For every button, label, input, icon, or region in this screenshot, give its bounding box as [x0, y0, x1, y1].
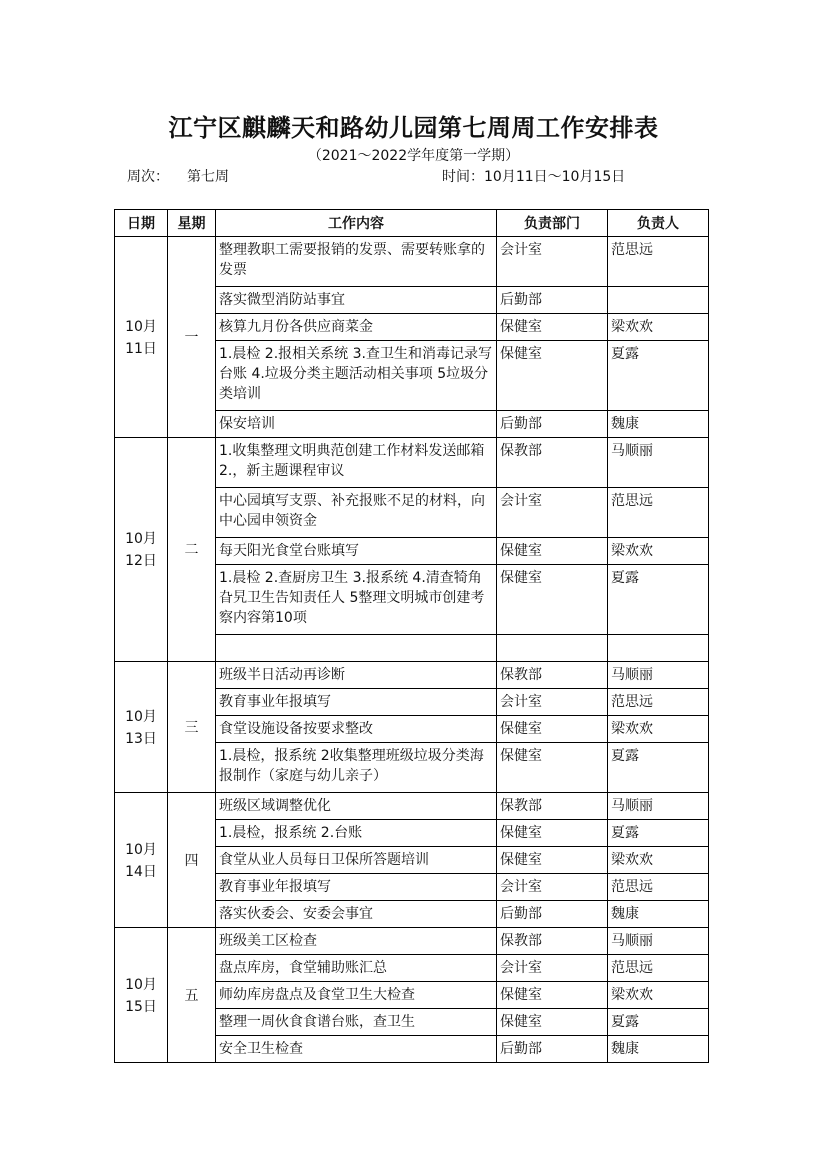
- content-cell: 1.晨检，报系统 2.台账: [216, 820, 497, 847]
- table-row: [115, 793, 709, 820]
- date-cell: 10月 14日: [115, 793, 168, 928]
- content-cell: 落实微型消防站事宜: [216, 287, 497, 314]
- header-department: 负责部门: [497, 210, 608, 237]
- date-cell: 10月 11日: [115, 237, 168, 438]
- department-cell: 保健室: [497, 565, 608, 635]
- content-cell: 核算九月份各供应商菜金: [216, 314, 497, 341]
- person-cell: 夏露: [608, 341, 709, 411]
- week-label: 周次：: [127, 169, 169, 185]
- table-row: [115, 237, 709, 287]
- person-cell: 夏露: [608, 820, 709, 847]
- person-cell: 梁欢欢: [608, 847, 709, 874]
- header-content: 工作内容: [216, 210, 497, 237]
- content-cell: 整理一周伙食食谱台账，查卫生: [216, 1009, 497, 1036]
- person-cell: [608, 287, 709, 314]
- person-cell: 范思远: [608, 955, 709, 982]
- content-cell: 班级区域调整优化: [216, 793, 497, 820]
- date-cell: 10月 12日: [115, 438, 168, 662]
- content-cell: 1.晨检，报系统 2收集整理班级垃圾分类海报制作（家庭与幼儿亲子）: [216, 743, 497, 793]
- content-cell: 教育事业年报填写: [216, 689, 497, 716]
- content-cell: 食堂从业人员每日卫保所答题培训: [216, 847, 497, 874]
- table-row: [115, 438, 709, 488]
- department-cell: 保教部: [497, 662, 608, 689]
- week-info: [127, 166, 229, 186]
- person-cell: 魏康: [608, 1036, 709, 1063]
- department-cell: 会计室: [497, 955, 608, 982]
- person-cell: 马顺丽: [608, 662, 709, 689]
- content-cell: 食堂设施设备按要求整改: [216, 716, 497, 743]
- content-cell: 整理教职工需要报销的发票、需要转账拿的发票: [216, 237, 497, 287]
- person-cell: 梁欢欢: [608, 982, 709, 1009]
- header-weekday: 星期: [168, 210, 216, 237]
- department-cell: 保健室: [497, 820, 608, 847]
- page-title: 江宁区麒麟天和路幼儿园第七周周工作安排表: [168, 113, 659, 142]
- week-value: 第七周: [187, 169, 229, 185]
- table-row: [115, 928, 709, 955]
- person-cell: 梁欢欢: [608, 538, 709, 565]
- content-cell: 1.晨检 2.查厨房卫生 3.报系统 4.清查犄角旮旯卫生告知责任人 5整理文明城市创建考察内容第10项: [216, 565, 497, 635]
- person-cell: 范思远: [608, 488, 709, 538]
- content-cell: 班级美工区检查: [216, 928, 497, 955]
- person-cell: 魏康: [608, 411, 709, 438]
- department-cell: 后勤部: [497, 411, 608, 438]
- table-header-row: [115, 210, 709, 237]
- person-cell: 夏露: [608, 743, 709, 793]
- page-subtitle: （2021～2022学年度第一学期）: [307, 148, 520, 164]
- person-cell: 范思远: [608, 874, 709, 901]
- person-cell: 马顺丽: [608, 438, 709, 488]
- department-cell: 会计室: [497, 237, 608, 287]
- content-cell: [216, 635, 497, 662]
- department-cell: 会计室: [497, 488, 608, 538]
- content-cell: 盘点库房，食堂辅助账汇总: [216, 955, 497, 982]
- weekday-cell: 三: [168, 662, 216, 793]
- content-cell: 班级半日活动再诊断: [216, 662, 497, 689]
- weekday-cell: 五: [168, 928, 216, 1063]
- department-cell: 保健室: [497, 743, 608, 793]
- person-cell: [608, 635, 709, 662]
- weekday-cell: 四: [168, 793, 216, 928]
- content-cell: 教育事业年报填写: [216, 874, 497, 901]
- person-cell: 范思远: [608, 237, 709, 287]
- time-info: 时间：10月11日～10月15日: [442, 169, 626, 185]
- content-cell: 1.收集整理文明典范创建工作材料发送邮箱 2.，新主题课程审议: [216, 438, 497, 488]
- header-date: 日期: [115, 210, 168, 237]
- department-cell: 后勤部: [497, 901, 608, 928]
- person-cell: 魏康: [608, 901, 709, 928]
- department-cell: 保健室: [497, 982, 608, 1009]
- department-cell: 保教部: [497, 793, 608, 820]
- weekday-cell: 一: [168, 237, 216, 438]
- content-cell: 师幼库房盘点及食堂卫生大检查: [216, 982, 497, 1009]
- department-cell: 后勤部: [497, 287, 608, 314]
- department-cell: 保健室: [497, 341, 608, 411]
- content-cell: 1.晨检 2.报相关系统 3.查卫生和消毒记录写台账 4.垃圾分类主题活动相关事项 5垃圾分类培训: [216, 341, 497, 411]
- department-cell: 保教部: [497, 438, 608, 488]
- content-cell: 保安培训: [216, 411, 497, 438]
- header-person: 负责人: [608, 210, 709, 237]
- date-cell: 10月 13日: [115, 662, 168, 793]
- person-cell: 梁欢欢: [608, 314, 709, 341]
- date-cell: 10月 15日: [115, 928, 168, 1063]
- person-cell: 梁欢欢: [608, 716, 709, 743]
- department-cell: 会计室: [497, 874, 608, 901]
- content-cell: 中心园填写支票、补充报账不足的材料，向中心园申领资金: [216, 488, 497, 538]
- department-cell: [497, 635, 608, 662]
- schedule-table: [114, 209, 709, 1063]
- content-cell: 每天阳光食堂台账填写: [216, 538, 497, 565]
- department-cell: 会计室: [497, 689, 608, 716]
- department-cell: 保健室: [497, 538, 608, 565]
- department-cell: 保健室: [497, 1009, 608, 1036]
- table-row: [115, 662, 709, 689]
- department-cell: 后勤部: [497, 1036, 608, 1063]
- person-cell: 夏露: [608, 565, 709, 635]
- person-cell: 马顺丽: [608, 928, 709, 955]
- content-cell: 安全卫生检查: [216, 1036, 497, 1063]
- weekday-cell: 二: [168, 438, 216, 662]
- person-cell: 马顺丽: [608, 793, 709, 820]
- department-cell: 保健室: [497, 314, 608, 341]
- person-cell: 夏露: [608, 1009, 709, 1036]
- department-cell: 保健室: [497, 716, 608, 743]
- department-cell: 保教部: [497, 928, 608, 955]
- person-cell: 范思远: [608, 689, 709, 716]
- department-cell: 保健室: [497, 847, 608, 874]
- content-cell: 落实伙委会、安委会事宜: [216, 901, 497, 928]
